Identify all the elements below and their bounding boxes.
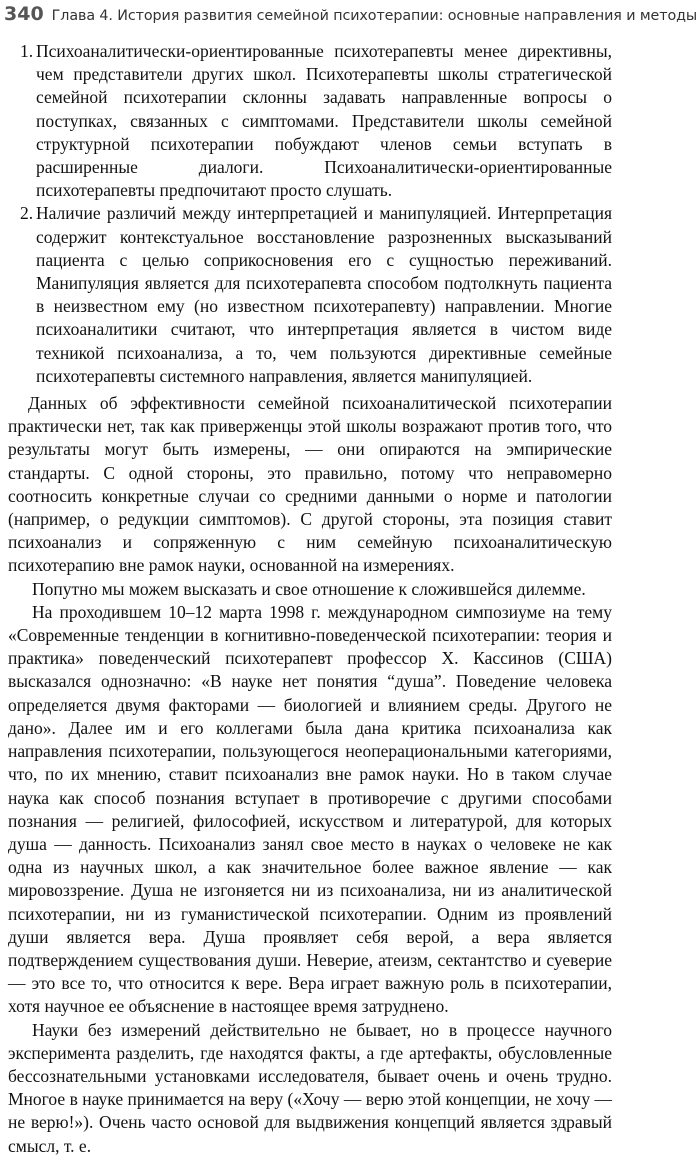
list-item-text: Наличие различий между интерпретацией и манипуляцией. Интерпретация содержит контекстуальное восстановление разрозненных высказываний пациента с целью соприкосновения его с сущностью переживаний. Манипуляция является для психотерапевта способом подтолкнуть пациента в неизвестном ему (но известном психотерапевту) направлении. Многие психоаналитики считают, что интерпретация является в чистом виде техникой психоанализа, а то, чем пользуются директивные семейные психотерапевты системного направления, является манипуляцией.	[36, 203, 612, 386]
list-item	[8, 40, 612, 202]
list-item-number: 1.	[20, 41, 34, 61]
list-item-number: 2.	[20, 203, 34, 224]
running-header	[4, 3, 697, 27]
paragraph-symposium: На проходившем 10–12 марта 1998 г. международном симпозиуме на тему «Современные тенденции в когнитивно-поведенческой психотерапии: теория и практика» поведенческий психотерапевт профессор Х. Кассинов (США) высказался однозначно: «В науке нет понятия “душа”. Поведение человека определяется двумя факторами — биологией и влиянием среды. Другого не дано». Далее им и его коллегами была дана критика психоанализа как направления психотерапии, пользующегося неоперациональными категориями, что, по их мнению, ставит психоанализ вне рамок науки. Но в таком случае наука как способ познания вступает в противоречие с другими способами познания — религией, философией, искусством и литературой, для которых душа — данность. Психоанализ занял свое место в науках о человеке не как одна из научных школ, а как значительное более важное явление — как мировоззрение. Душа не изгоняется ни из психоанализа, ни из аналитической психотерапии, ни из гуманистической психотерапии. Одним из проявлений души является вера. Душа проявляет себя верой, а вера является подтверждением существования души. Неверие, атеизм, сектантство и суеверие — это все то, что относится к вере. Вера играет важную роль в психотерапии, хотя научное ее объяснение в настоящее время затруднено.	[8, 601, 612, 1017]
paragraph-measurement: Науки без измерений действительно не бывает, но в процессе научного эксперимента разделить, где находятся факты, а где артефакты, обусловленные бессознательными установками исследователя, бывает очень и очень трудно. Многое в науке принимается на веру («Хочу — верю этой концепции, не хочу — не верю!»). Очень часто основой для выдвижения концепций является здравый смысл, т. е.	[8, 1019, 612, 1156]
page-number: 340	[4, 3, 44, 25]
paragraph-dilemma: Попутно мы можем высказать и свое отношение к сложившейся дилемме.	[32, 578, 586, 599]
chapter-title: Глава 4. История развития семейной психотерапии: основные направления и методы	[51, 8, 697, 24]
list-item	[8, 202, 612, 388]
page-body	[8, 40, 612, 1158]
numbered-list	[8, 40, 612, 388]
list-item-text: Психоаналитически-ориентированные психотерапевты менее директивны, чем представители других школ. Психотерапевты школы стратегической семейной психотерапии склонны задавать направленные вопросы о поступках, связанных с симптомами. Представители школы семейной структурной психотерапии побуждают членов семьи вступать в расширенные диалоги. Психоаналитически-ориентированные психотерапевты предпочитают просто слушать.	[36, 41, 612, 201]
paragraph-effectiveness: Данных об эффективности семейной психоаналитической психотерапии практически нет, так как приверженцы этой школы возражают против того, что результаты могут быть измерены, — они опираются на эмпирические стандарты. С одной стороны, это правильно, потому что неправомерно соотносить конкретные случаи со средними данными о норме и патологии (например, о редукции симптомов). С другой стороны, эта позиция ставит психоанализ и сопряженную с ним семейную психоаналитическую психотерапию вне рамок науки, основанной на измерениях.	[8, 393, 612, 576]
